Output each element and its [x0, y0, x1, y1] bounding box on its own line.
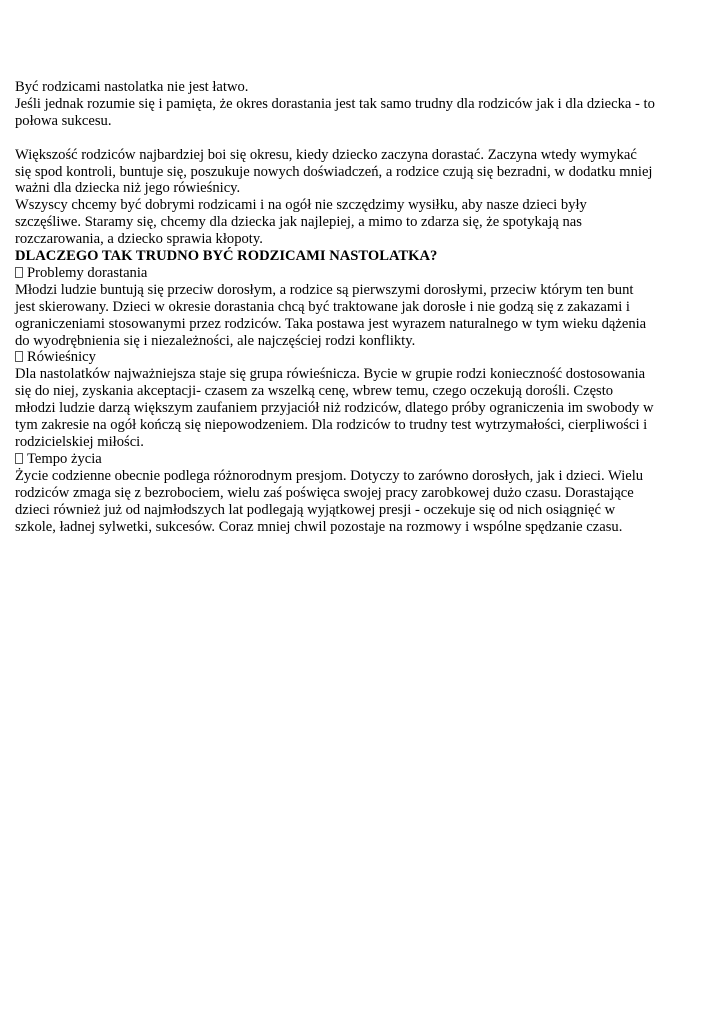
section-title-tempo [15, 451, 655, 468]
section-title-text: Rówieśnicy [27, 349, 96, 366]
document-body [15, 79, 655, 535]
section-text-rowiesnicy: Dla nastolatków najważniejsza staje się grupa rówieśnicza. Bycie w grupie rodzi konieczność dostosowania się do niej, zyskania akceptacji- czasem za wszelką cenę, wbrew temu, czego oczekują dorośli. Często młodzi ludzie darzą większym zaufaniem przyjaciół niż rodziców, dlatego próby ograniczenia im swobody w tym zakresie na ogół kończą się niepowodzeniem. Dla rodziców to trudny test wytrzymałości, cierpliwości i rodzicielskiej miłości. [15, 366, 654, 451]
section-title-rowiesnicy [15, 349, 655, 366]
paragraph-gap [15, 130, 655, 147]
section-heading: DLACZEGO TAK TRUDNO BYĆ RODZICAMI NASTOLATKA? [15, 248, 438, 265]
section-title-problemy [15, 265, 655, 282]
section-title-text: Tempo życia [27, 450, 102, 467]
bullet-box-icon [15, 453, 23, 464]
section-text-problemy: Młodzi ludzie buntują się przeciw dorosłym, a rodzice są pierwszymi dorosłymi, przeciw którym ten bunt jest skierowany. Dzieci w okresie dorastania chcą być traktowane jak dorosłe i nie godzą się z zakazami i ograniczeniami stosowanymi przez rodziców. Taka postawa jest wyrazem naturalnego w tym wieku dążenia do wyodrębnienia się i niezależności, ale najczęściej rodzi konflikty. [15, 281, 647, 349]
paragraph-1: Większość rodziców najbardziej boi się okresu, kiedy dziecko zaczyna dorastać. Zaczyna wtedy wymykać się spod kontroli, buntuje się, poszukuje nowych doświadczeń, a rodzice czują się bezradni, w dodatku mniej ważni dla dziecka niż jego rówieśnicy. [15, 146, 653, 197]
intro-line-2: Jeśli jednak rozumie się i pamięta, że okres dorastania jest tak samo trudny dla rodziców jak i dla dziecka - to połowa sukcesu. [15, 95, 655, 129]
section-text-tempo: Życie codzienne obecnie podlega różnorodnym presjom. Dotyczy to zarówno dorosłych, jak i dzieci. Wielu rodziców zmaga się z bezrobociem, wielu zaś poświęca swojej pracy zarobkowej dużo czasu. Dorastające dzieci również już od najmłodszych lat podlegają wyjątkowej presji - oczekuje się od nich osiągnięć w szkole, ładnej sylwetki, sukcesów. Coraz mniej chwil pozostaje na rozmowy i wspólne spędzanie czasu. [15, 467, 644, 535]
paragraph-2: Wszyscy chcemy być dobrymi rodzicami i na ogół nie szczędzimy wysiłku, aby nasze dzieci były szczęśliwe. Staramy się, chcemy dla dziecka jak najlepiej, a mimo to zdarza się, że spotykają nas rozczarowania, a dziecko sprawia kłopoty. [15, 197, 587, 248]
section-title-text: Problemy dorastania [27, 264, 148, 281]
intro-line-1: Być rodzicami nastolatka nie jest łatwo. [15, 79, 249, 95]
bullet-box-icon [15, 267, 23, 278]
bullet-box-icon [15, 351, 23, 362]
